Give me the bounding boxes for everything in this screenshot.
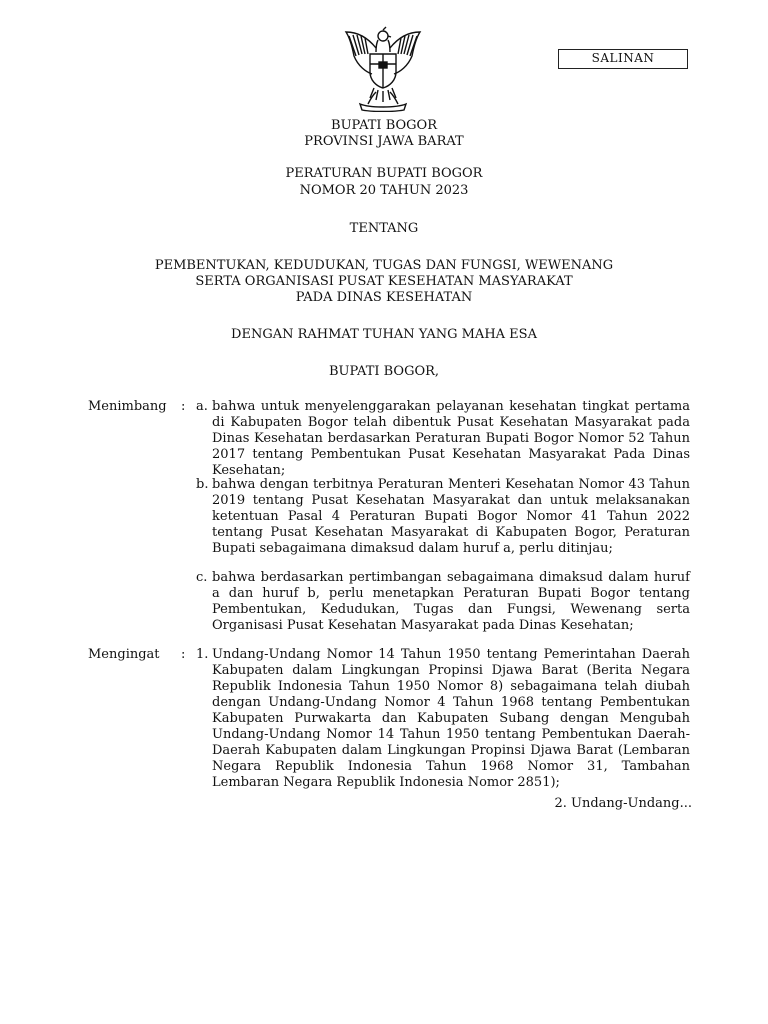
consideration-text: bahwa untuk menyelenggarakan pelayanan kesehatan tingkat pertama di Kabupaten Bogor telah dibentuk Pusat Kesehatan Masyarakat pada Dinas Kesehatan berdasarkan Peraturan Bupati Bogor Nomor 52 Tahun 2017 tentang Pembentukan Pusat Kesehatan Masyarakat Pada Dinas Kesehatan; [212,399,690,478]
item-mark: 1. [196,647,209,662]
copy-stamp: SALINAN [558,49,688,69]
menimbang-colon: : [181,399,186,414]
item-mark: c. [196,570,208,585]
regulation-number: NOMOR 20 TAHUN 2023 [299,183,469,198]
mengingat-label: Mengingat [88,647,160,662]
subject-line: PEMBENTUKAN, KEDUDUKAN, TUGAS DAN FUNGSI, WEWENANG [154,258,614,273]
item-mark: a. [196,399,208,414]
regulation-title: PERATURAN BUPATI BOGOR [285,166,483,181]
preamble: DENGAN RAHMAT TUHAN YANG MAHA ESA [231,327,537,342]
page-continuation: 2. Undang-Undang... [554,796,692,811]
legal-basis-text: Undang-Undang Nomor 14 Tahun 1950 tentang Pemerintahan Daerah Kabupaten dalam Lingkungan Propinsi Djawa Barat (Berita Negara Republik Indonesia Tahun 1950 Nomor 8) sebagaimana telah diubah dengan Undang-Undang Nomor 4 Tahun 1968 tentang Pembentukan Kabupaten Purwakarta dan Kabupaten Subang dengan Mengubah Undang-Undang Nomor 14 Tahun 1950 tentang Pembentukan Daerah-Daerah Kabupaten dalam Lingkungan Propinsi Djawa Barat (Lembaran Negara Republik Indonesia Tahun 1968 Nomor 31, Tambahan Lembaran Negara Republik Indonesia Nomor 2851); [212,647,690,790]
menimbang-label: Menimbang [88,399,167,414]
subject-line: SERTA ORGANISASI PUSAT KESEHATAN MASYARAKAT [195,274,573,289]
header-province: PROVINSI JAWA BARAT [304,134,464,149]
item-mark: b. [196,477,209,492]
mengingat-colon: : [181,647,186,662]
regulation-about: TENTANG [349,221,419,236]
garuda-emblem-icon [340,26,426,112]
consideration-text: bahwa berdasarkan pertimbangan sebagaimana dimaksud dalam huruf a dan huruf b, perlu menetapkan Peraturan Bupati Bogor tentang Pembentukan, Kedudukan, Tugas dan Fungsi, Wewenang serta Organisasi Pusat Kesehatan Masyarakat pada Dinas Kesehatan; [212,570,690,633]
consideration-text: bahwa dengan terbitnya Peraturan Menteri Kesehatan Nomor 43 Tahun 2019 tentang Pusat Kesehatan Masyarakat dan untuk melaksanakan ketentuan Pasal 4 Peraturan Bupati Bogor Nomor 41 Tahun 2022 tentang Pusat Kesehatan Masyarakat di Kabupaten Bogor, Peraturan Bupati sebagaimana dimaksud dalam huruf a, perlu ditinjau; [212,477,690,556]
subject-line: PADA DINAS KESEHATAN [295,290,473,305]
official-title: BUPATI BOGOR, [328,364,440,379]
header-title: BUPATI BOGOR [331,118,437,133]
